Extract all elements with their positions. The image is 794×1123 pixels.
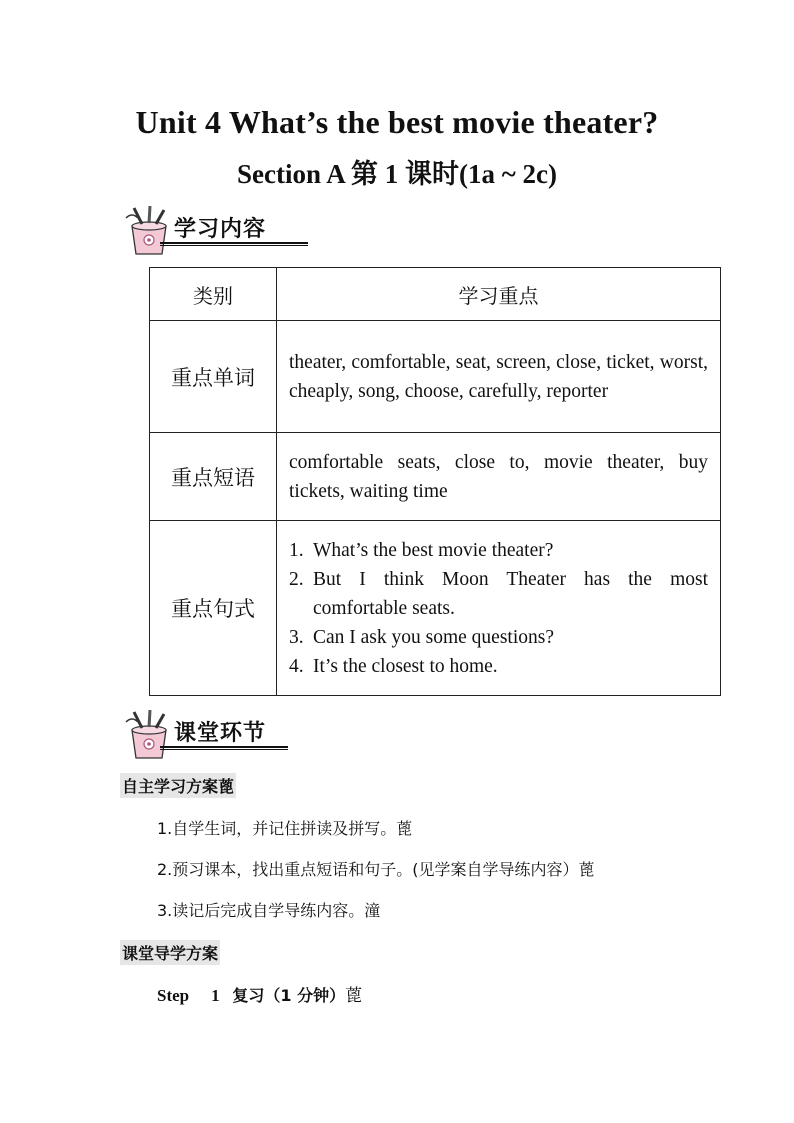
badge-underline <box>160 242 308 244</box>
row-content: theater, comfortable, seat, screen, close, ticket, worst, cheaply, song, choose, carefully, reporter <box>277 321 721 433</box>
badge-underline <box>160 746 288 748</box>
badge-underline-thin <box>160 749 288 750</box>
table-row <box>150 521 721 696</box>
table-header-row <box>150 268 721 321</box>
class-steps-badge <box>118 708 288 758</box>
row-category: 重点短语 <box>150 433 277 521</box>
class-steps-label: 课堂环节 <box>174 721 267 746</box>
pencil-cup-icon <box>118 204 176 258</box>
sentence-text: But I think Moon Theater has the most comfortable seats. <box>313 568 708 619</box>
sentence-item <box>289 565 708 623</box>
self-study-item: 1.自学生词，并记住拼读及拼写。蓖 <box>157 819 413 838</box>
sentence-text: What’s the best movie theater? <box>313 539 554 561</box>
badge-underline-thin <box>160 245 308 246</box>
sentence-text: It’s the closest to home. <box>313 655 498 677</box>
section-title: Section A 第 1 课时(1a ~ 2c) <box>236 159 558 189</box>
step-label: Step <box>157 986 190 1005</box>
table-row <box>150 321 721 433</box>
header-focus: 学习重点 <box>277 268 721 321</box>
row-category: 重点句式 <box>150 521 277 696</box>
header-category: 类别 <box>150 268 277 321</box>
self-study-item: 3.读记后完成自学导练内容。潼 <box>157 901 381 920</box>
study-content-badge <box>118 204 308 254</box>
sentence-num: 3. <box>289 626 304 648</box>
self-study-heading: 自主学习方案蓖 <box>120 773 236 798</box>
self-study-item: 2.预习课本，找出重点短语和句子。(见学案自学导练内容）蓖 <box>157 860 595 879</box>
sentence-num: 2. <box>289 568 304 590</box>
step-title: 复习（1 分钟） <box>232 986 346 1005</box>
sentence-item <box>289 536 708 565</box>
sentence-item <box>289 652 708 681</box>
table-row <box>150 433 721 521</box>
class-guide-heading: 课堂导学方案 <box>120 940 220 965</box>
row-category: 重点单词 <box>150 321 277 433</box>
row-sentences <box>277 521 721 696</box>
step-tail: 蓖 <box>345 986 363 1006</box>
pencil-cup-icon <box>118 708 176 762</box>
study-content-label: 学习内容 <box>174 217 267 242</box>
step-number: 1 <box>211 986 220 1005</box>
row-content: comfortable seats, close to, movie theater, buy tickets, waiting time <box>277 433 721 521</box>
step-line <box>157 981 362 1006</box>
study-table <box>149 267 721 696</box>
sentence-num: 4. <box>289 655 304 677</box>
unit-title: Unit 4 What’s the best movie theater? <box>135 104 659 140</box>
sentence-num: 1. <box>289 539 304 561</box>
sentence-text: Can I ask you some questions? <box>313 626 555 648</box>
sentence-item <box>289 623 708 652</box>
